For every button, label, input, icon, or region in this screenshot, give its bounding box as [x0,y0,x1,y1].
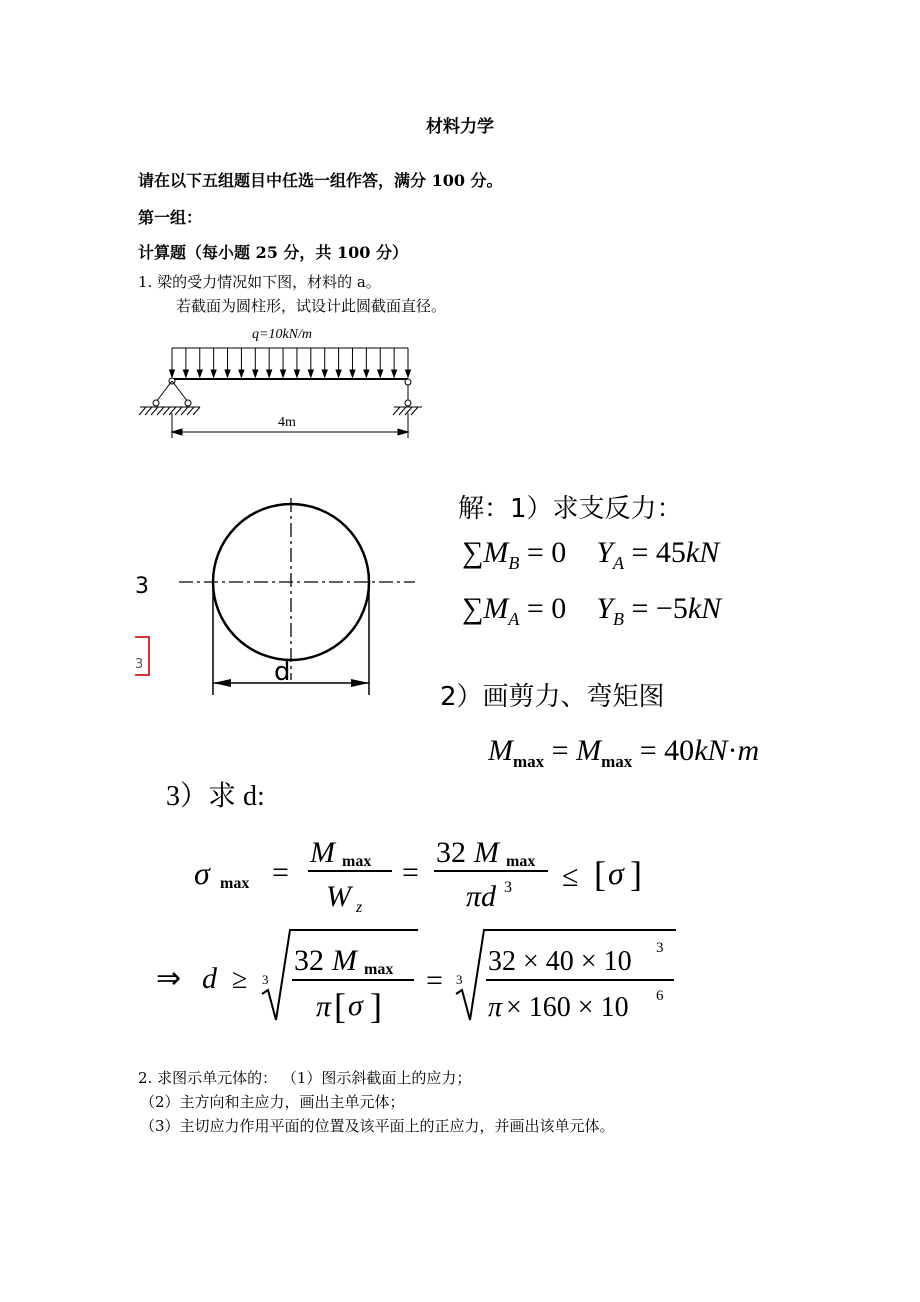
solution-step-1: 解：1）求支反力： [458,494,683,524]
svg-text:32: 32 [294,944,324,977]
svg-text:z: z [356,899,363,916]
svg-text:π: π [488,992,503,1023]
solution-step-2: 2）画剪力、弯矩图 [440,682,665,712]
load-arrow-head [183,370,188,377]
question-1-line-1: 1. 梁的受力情况如下图，材料的 a。 [138,273,381,291]
load-arrow-head [225,370,230,377]
svg-text:3: 3 [656,940,664,956]
load-arrow-head [170,370,175,377]
svg-text:σ: σ [608,855,624,891]
svg-text:=: = [402,856,419,889]
load-arrow-head [350,370,355,377]
svg-text:32: 32 [436,836,466,869]
section-heading: 计算题（每小题 25 分，共 100 分） [138,243,408,262]
group-heading: 第一组： [138,208,203,227]
load-arrow-head [378,370,383,377]
question-2-line-1: 2. 求图示单元体的： （1）图示斜截面上的应力； [138,1069,472,1087]
ground-hatch [193,407,200,415]
ground-hatch [139,407,146,415]
ground-hatch [187,407,194,415]
equation-max-moment: $M_{max} = M_{max} = 40kN\cdot m$ [488,734,760,771]
svg-text:3: 3 [262,972,269,987]
load-arrow-head [364,370,369,377]
svg-text:π: π [316,990,332,1023]
question-1-line-2: 若截面为圆柱形，试设计此圆截面直径。 [176,297,447,315]
load-arrow-head [406,370,411,377]
svg-text:]: ] [630,854,642,894]
ground-hatch [145,407,152,415]
svg-text:M: M [474,836,499,869]
svg-text:3: 3 [504,879,512,896]
load-arrow-head [239,370,244,377]
ground-hatch [151,407,158,415]
pin-support-a [139,378,200,415]
load-arrow-head [267,370,272,377]
circular-section-diagram [135,490,430,700]
svg-text:6: 6 [656,988,664,1004]
load-arrow-head [211,370,216,377]
ground-hatch [411,407,418,415]
load-label: q=10kN/m [252,327,312,342]
svg-text:max: max [506,853,536,870]
svg-text:max: max [364,961,394,978]
svg-text:M: M [332,944,357,977]
span-label: 4m [278,415,296,430]
svg-text:≤: ≤ [562,860,579,893]
page-title: 材料力学 [426,117,494,137]
svg-text:W: W [326,880,351,913]
svg-text:× 160 × 10: × 160 × 10 [506,992,629,1023]
svg-text:d: d [202,962,217,995]
equation-max-stress [190,826,660,916]
svg-text:πd: πd [466,880,497,913]
ground-hatch [393,407,400,415]
svg-text:=: = [426,964,443,997]
svg-text:3: 3 [135,657,144,672]
ground-hatch [157,407,164,415]
beam-diagram [130,318,440,448]
svg-text:σ: σ [194,855,210,891]
ground-hatch [399,407,406,415]
svg-text:≥: ≥ [232,964,248,995]
ground-hatch [175,407,182,415]
question-2-line-3: （3）主切应力作用平面的位置及该平面上的正应力，并画出该单元体。 [140,1117,615,1135]
equation-diameter [150,922,680,1032]
svg-text:[: [ [594,854,606,894]
svg-text:σ: σ [348,989,363,1022]
load-arrow-head [197,370,202,377]
question-2-line-2: （2）主方向和主应力，画出主单元体； [140,1093,405,1111]
svg-text:max: max [342,853,372,870]
distributed-load [170,348,411,377]
svg-text:=: = [272,856,289,889]
equation-moment-a: $\sum M_A = 0$ $Y_B = -5kN$ [462,592,722,629]
load-arrow-head [294,370,299,377]
instruction-text: 请在以下五组题目中任选一组作答，满分 100 分。 [138,171,503,190]
svg-text:]: ] [370,986,382,1026]
ground-hatch [163,407,170,415]
svg-text:max: max [220,875,250,892]
load-arrow-head [322,370,327,377]
equation-moment-b: $\sum M_B = 0$ $Y_A = 45kN$ [462,536,720,573]
load-arrow-head [336,370,341,377]
solution-step-3: 3）求 d: [166,781,265,812]
cropped-label: 3 [135,574,149,599]
roller-support-b [393,379,422,415]
load-arrow-head [308,370,313,377]
load-arrow-head [392,370,397,377]
svg-text:[: [ [334,986,346,1026]
diameter-label: d [274,657,291,687]
ground-hatch [181,407,188,415]
load-arrow-head [281,370,286,377]
svg-text:M: M [310,836,335,869]
svg-text:⇒: ⇒ [156,962,182,995]
svg-text:32 × 40 × 10: 32 × 40 × 10 [488,946,632,977]
svg-text:3: 3 [456,972,463,987]
load-arrow-head [253,370,258,377]
